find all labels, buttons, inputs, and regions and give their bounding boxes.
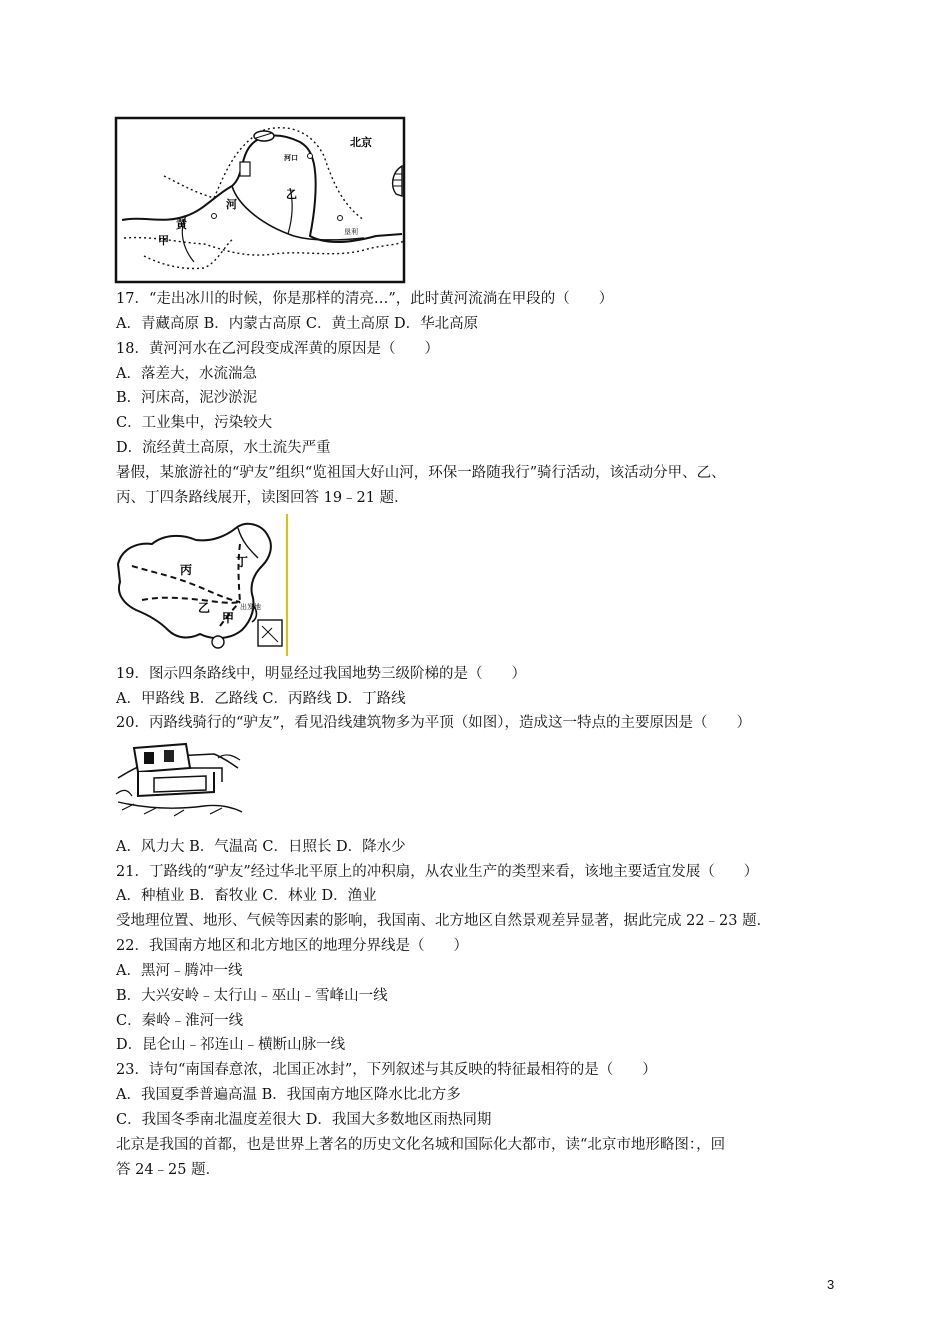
q22-option-d: D．昆仑山﹣祁连山﹣横断山脉一线 xyxy=(116,1037,346,1053)
map2-label-bing: 丙 xyxy=(180,563,193,577)
q20-stem: 20．丙路线骑行的“驴友”，看见沿线建筑物多为平顶（如图），造成这一特点的主要原因是（ ） xyxy=(116,715,752,731)
map2-label-jia: 甲 xyxy=(222,611,235,625)
q22-option-c: C．秦岭﹣淮河一线 xyxy=(116,1013,244,1029)
q18-option-d: D．流经黄土高原，水土流失严重 xyxy=(116,440,331,456)
q22-option-b: B．大兴安岭﹣太行山﹣巫山﹣雪峰山一线 xyxy=(116,988,388,1004)
q18-option-a: A．落差大，水流湍急 xyxy=(116,366,257,382)
q22-stem: 22．我国南方地区和北方地区的地理分界线是（ ） xyxy=(116,938,468,954)
q21-stem: 21．丁路线的“驴友”经过华北平原上的冲积扇，从农业生产的类型来看，该地主要适宜发展（ ） xyxy=(116,864,759,880)
map1-label-he: 河 xyxy=(226,198,237,211)
map1-label-kenli: 垦利 xyxy=(344,228,358,236)
intro-24-25-line2: 答 24﹣25 题． xyxy=(116,1162,221,1178)
q21-options: A．种植业 B．畜牧业 C．林业 D．渔业 xyxy=(116,888,377,904)
q18-option-c: C．工业集中，污染较大 xyxy=(116,415,273,431)
map1-label-jia: 甲 xyxy=(158,234,169,247)
q17-options: A．青藏高原 B．内蒙古高原 C．黄土高原 D．华北高原 xyxy=(116,316,479,332)
intro-19-21-line1: 暑假，某旅游社的“驴友”组织“览祖国大好山河，环保一路随我行”骑行活动，该活动分甲、乙、 xyxy=(116,465,726,481)
q18-option-b: B．河床高，泥沙淤泥 xyxy=(116,390,258,406)
map1-label-huang: 黄 xyxy=(176,218,187,231)
q19-stem: 19．图示四条路线中，明显经过我国地势三级阶梯的是（ ） xyxy=(116,666,526,682)
q20-options: A．风力大 B．气温高 C．日照长 D．降水少 xyxy=(116,839,406,855)
china-routes-map xyxy=(112,514,292,656)
map1-label-hekou: 河口 xyxy=(284,154,298,162)
yellow-river-map xyxy=(114,116,408,286)
intro-22-23: 受地理位置、地形、气候等因素的影响，我国南、北方地区自然景观差异显著，据此完成 22﹣23 题． xyxy=(116,913,772,929)
map1-label-beijing: 北京 xyxy=(350,136,372,149)
q18-stem: 18．黄河河水在乙河段变成浑黄的原因是（ ） xyxy=(116,341,439,357)
q17-stem: 17．“走出冰川的时候，你是那样的清亮…”，此时黄河流淌在甲段的（ ） xyxy=(116,291,614,307)
q22-option-a: A．黑河﹣腾冲一线 xyxy=(116,963,243,979)
map1-label-yi: 乙 xyxy=(286,188,297,201)
page-number: 3 xyxy=(827,1277,835,1292)
map2-label-ding: 丁 xyxy=(236,555,249,569)
intro-19-21-line2: 丙、丁四条路线展开，读图回答 19﹣21 题． xyxy=(116,490,409,506)
map2-label-start: 出发地 xyxy=(240,603,261,611)
q23-options-cd: C．我国冬季南北温度差很大 D．我国大多数地区雨热同期 xyxy=(116,1112,492,1128)
intro-24-25-line1: 北京是我国的首都，也是世界上著名的历史文化名城和国际化大都市，读“北京市地形略图：，回 xyxy=(116,1137,726,1153)
q23-stem: 23．诗句“南国春意浓，北国正冰封”，下列叙述与其反映的特征最相符的是（ ） xyxy=(116,1062,657,1078)
q19-options: A．甲路线 B．乙路线 C．丙路线 D．丁路线 xyxy=(116,691,406,707)
map2-label-yi: 乙 xyxy=(198,601,211,615)
q23-options-ab: A．我国夏季普遍高温 B．我国南方地区降水比北方多 xyxy=(116,1087,461,1103)
flat-roof-building-sketch xyxy=(114,738,244,822)
